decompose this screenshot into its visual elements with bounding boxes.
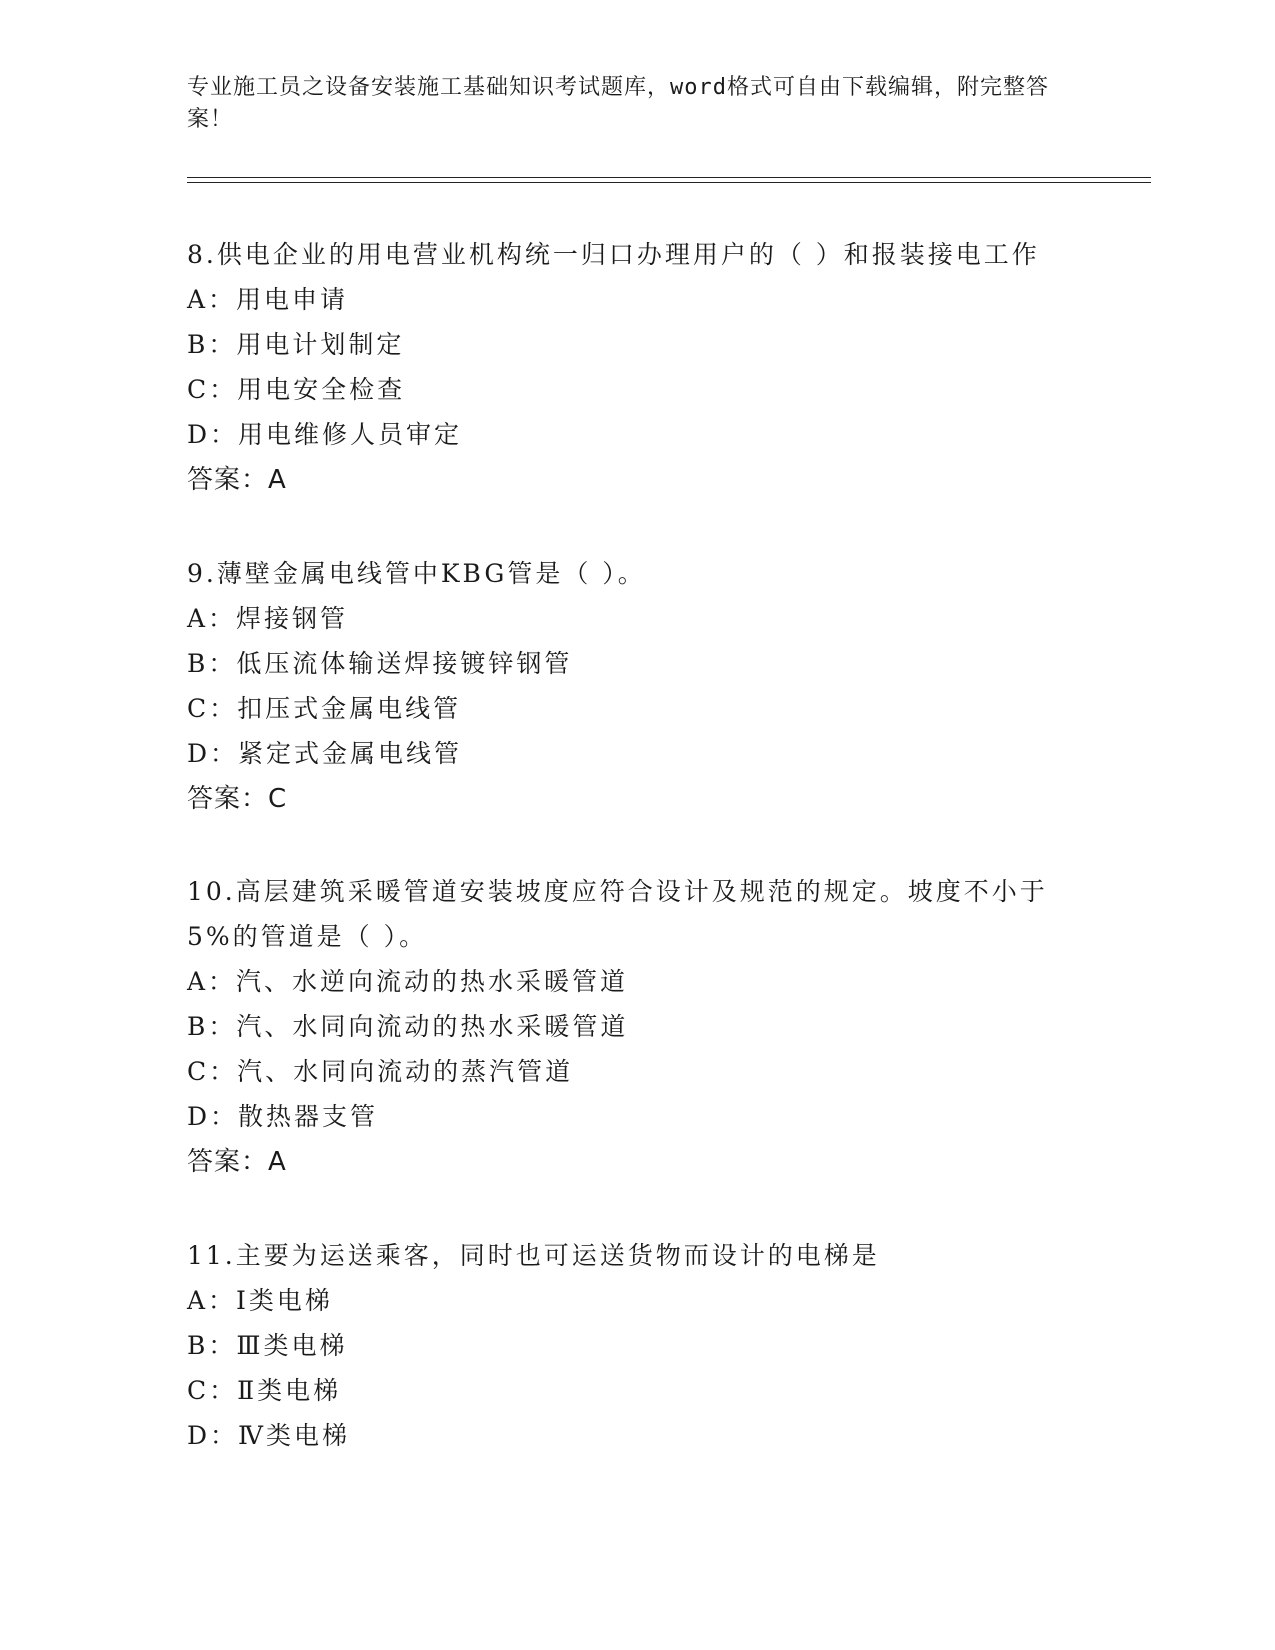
question-11 xyxy=(187,1233,1087,1458)
answer-line: 答案：A xyxy=(187,1147,287,1177)
option-c: C：Ⅱ类电梯 xyxy=(187,1376,342,1405)
question-stem: 8.供电企业的用电营业机构统一归口办理用户的（ ）和报装接电工作 xyxy=(187,240,1040,269)
option-b: B：汽、水同向流动的热水采暖管道 xyxy=(187,1012,629,1041)
option-b: B：用电计划制定 xyxy=(187,330,405,359)
question-stem: 9.薄壁金属电线管中KBG管是（ ）。 xyxy=(187,559,646,588)
option-a: A：用电申请 xyxy=(187,285,349,314)
option-c: C：汽、水同向流动的蒸汽管道 xyxy=(187,1057,574,1086)
header-divider-top xyxy=(187,177,1151,178)
option-b: B：低压流体输送焊接镀锌钢管 xyxy=(187,649,573,678)
option-c: C：用电安全检查 xyxy=(187,375,406,404)
question-9 xyxy=(187,551,1087,822)
option-d: D：紧定式金属电线管 xyxy=(187,739,463,768)
question-stem: 10.高层建筑采暖管道安装坡度应符合设计及规范的规定。坡度不小于5%的管道是（ ）。 xyxy=(187,877,1048,951)
option-d: D：Ⅳ类电梯 xyxy=(187,1421,351,1450)
option-c: C：扣压式金属电线管 xyxy=(187,694,462,723)
answer-line: 答案：A xyxy=(187,465,287,495)
question-10 xyxy=(187,869,1087,1185)
option-d: D：散热器支管 xyxy=(187,1102,379,1131)
question-8 xyxy=(187,232,1087,503)
option-a: A：Ⅰ类电梯 xyxy=(187,1286,333,1315)
option-b: B：Ⅲ类电梯 xyxy=(187,1331,348,1360)
answer-line: 答案：C xyxy=(187,784,288,814)
option-d: D：用电维修人员审定 xyxy=(187,420,463,449)
document-header-text: 专业施工员之设备安装施工基础知识考试题库，word格式可自由下载编辑，附完整答案！ xyxy=(187,75,1049,132)
header-divider-bottom xyxy=(187,182,1151,183)
question-stem: 11.主要为运送乘客，同时也可运送货物而设计的电梯是 xyxy=(187,1241,880,1270)
option-a: A：汽、水逆向流动的热水采暖管道 xyxy=(187,967,629,996)
option-a: A：焊接钢管 xyxy=(187,604,349,633)
